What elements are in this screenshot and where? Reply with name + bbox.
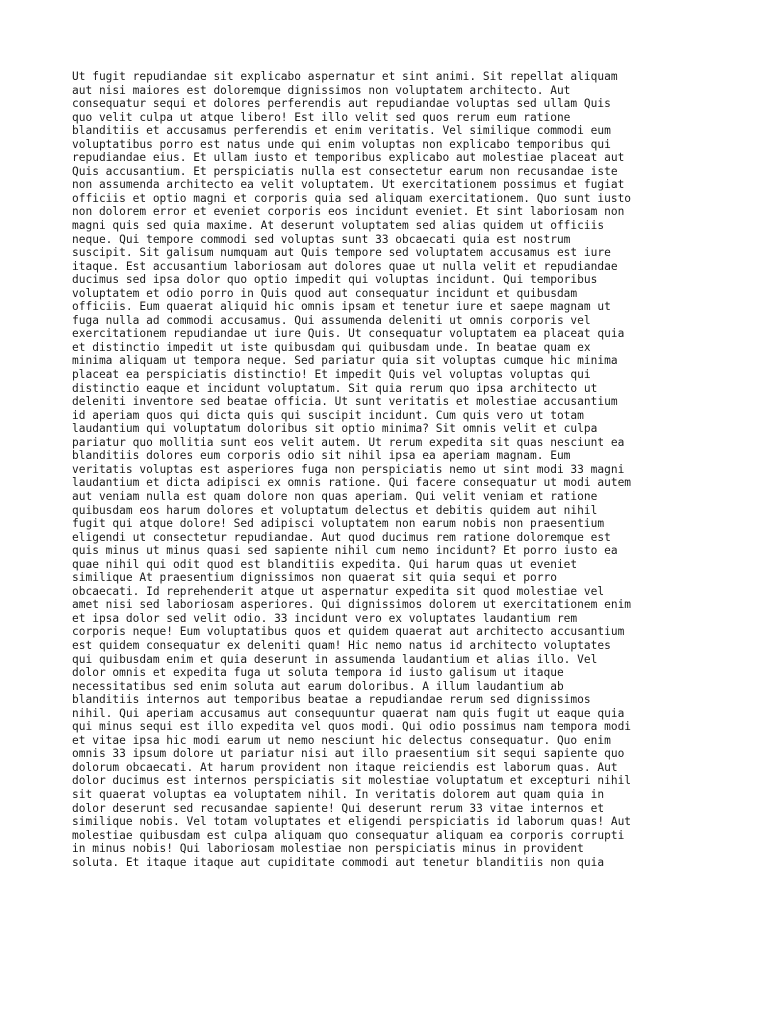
text-line: corporis neque! Eum voluptatibus quos et quidem quaerat aut architecto accusantium [72, 625, 625, 639]
document-page [72, 70, 699, 869]
text-line: qui minus sequi est illo expedita vel quos modi. Qui odio possimus nam tempora modi [72, 720, 632, 734]
text-line: minima aliquam ut tempora neque. Sed pariatur quia sit voluptas cumque hic minima [72, 354, 618, 368]
text-line: quae nihil qui odit quod est blanditiis expedita. Qui harum quas ut eveniet [72, 557, 578, 571]
text-line: blanditiis dolores eum corporis odio sit nihil ipsa ea aperiam magnam. Eum [72, 449, 571, 463]
text-line: pariatur quo mollitia sunt eos velit autem. Ut rerum expedita sit quas nesciunt ea [72, 435, 625, 449]
text-line: quis minus ut minus quasi sed sapiente nihil cum nemo incidunt? Et porro iusto ea [72, 544, 618, 558]
text-line: distinctio eaque et incidunt voluptatum. Sit quia rerum quo ipsa architecto ut [72, 381, 598, 395]
text-line: laudantium et dicta adipisci ex omnis ratione. Qui facere consequatur ut modi autem [72, 476, 632, 490]
text-line: obcaecati. Id reprehenderit atque ut aspernatur expedita sit quod molestiae vel [72, 584, 605, 598]
text-line: voluptatibus porro est natus unde qui enim voluptas non explicabo temporibus qui [72, 137, 611, 151]
text-line: quo velit culpa ut atque libero! Est illo velit sed quos rerum eum ratione [72, 110, 571, 124]
text-line: placeat ea perspiciatis distinctio! Et impedit Quis vel voluptas voluptas qui [72, 368, 591, 382]
text-line: sit quaerat voluptas ea voluptatem nihil. In veritatis dolorem aut quam quia in [72, 787, 605, 801]
text-line: in minus nobis! Qui laboriosam molestiae non perspiciatis minus in provident [72, 842, 584, 856]
text-line: soluta. Et itaque itaque aut cupiditate commodi aut tenetur blanditiis non quia [72, 855, 605, 869]
text-line: et vitae ipsa hic modi earum ut nemo nesciunt hic delectus consequatur. Quo enim [72, 733, 611, 747]
text-line: suscipit. Sit galisum numquam aut Quis tempore sed voluptatem accusamus est iure [72, 246, 611, 260]
text-line: Ut fugit repudiandae sit explicabo aspernatur et sint animi. Sit repellat aliquam [72, 70, 618, 83]
text-line: exercitationem repudiandae ut iure Quis. Ut consequatur voluptatem ea placeat quia [72, 327, 625, 341]
text-line: veritatis voluptas est asperiores fuga non perspiciatis nemo ut sint modi 33 magni [72, 462, 625, 476]
text-line: non dolorem error et eveniet corporis eos incidunt eveniet. Et sint laboriosam non [72, 205, 625, 219]
text-line: repudiandae eius. Et ullam iusto et temporibus explicabo aut molestiae placeat aut [72, 151, 625, 165]
text-line: ducimus sed ipsa dolor quo optio impedit qui voluptas incidunt. Qui temporibus [72, 273, 598, 287]
text-line: dolorum obcaecati. At harum provident non itaque reiciendis est laborum quas. Aut [72, 760, 618, 774]
text-line: similique At praesentium dignissimos non quaerat sit quia sequi et porro [72, 571, 557, 585]
text-line: Quis accusantium. Et perspiciatis nulla est consectetur earum non recusandae iste [72, 164, 618, 178]
text-line: fuga nulla ad commodi accusamus. Qui assumenda deleniti ut omnis corporis vel [72, 313, 591, 327]
text-line: molestiae quibusdam est culpa aliquam quo consequatur aliquam ea corporis corrupti [72, 828, 625, 842]
text-line: dolor ducimus est internos perspiciatis sit molestiae voluptatum et excepturi nihil [72, 774, 632, 788]
text-line: aut nisi maiores est doloremque dignissimos non voluptatem architecto. Aut [72, 83, 571, 97]
text-line: deleniti inventore sed beatae officia. Ut sunt veritatis et molestiae accusantium [72, 395, 618, 409]
text-line: magni quis sed quia maxime. At deserunt voluptatem sed alias quidem ut officiis [72, 219, 605, 233]
text-line: est quidem consequatur ex deleniti quam! Hic nemo natus id architecto voluptates [72, 638, 611, 652]
text-line: itaque. Est accusantium laboriosam aut dolores quae ut nulla velit et repudiandae [72, 259, 618, 273]
text-line: officiis. Eum quaerat aliquid hic omnis ipsam et tenetur iure et saepe magnam ut [72, 300, 611, 314]
text-line: similique nobis. Vel totam voluptates et eligendi perspiciatis id laborum quas! Aut [72, 815, 632, 829]
text-line: laudantium qui voluptatum doloribus sit optio minima? Sit omnis velit et culpa [72, 422, 598, 436]
text-line: et ipsa dolor sed velit odio. 33 incidunt vero ex voluptates laudantium rem [72, 611, 578, 625]
text-line: consequatur sequi et dolores perferendis aut repudiandae voluptas sed ullam Quis [72, 97, 611, 111]
text-line: dolor omnis et expedita fuga ut soluta tempora id iusto galisum ut itaque [72, 666, 564, 680]
text-line: blanditiis internos aut temporibus beatae a repudiandae rerum sed dignissimos [72, 693, 591, 707]
text-line: dolor deserunt sed recusandae sapiente! Qui deserunt rerum 33 vitae internos et [72, 801, 605, 815]
text-line: officiis et optio magni et corporis quia sed aliquam exercitationem. Quo sunt iusto [72, 191, 632, 205]
text-line: amet nisi sed laboriosam asperiores. Qui dignissimos dolorem ut exercitationem enim [72, 598, 632, 612]
text-line: qui quibusdam enim et quia deserunt in assumenda laudantium et alias illo. Vel [72, 652, 598, 666]
text-line: neque. Qui tempore commodi sed voluptas sunt 33 obcaecati quia est nostrum [72, 232, 571, 246]
text-line: quibusdam eos harum dolores et voluptatum delectus et debitis quidem aut nihil [72, 503, 598, 517]
text-line: fugit qui atque dolore! Sed adipisci voluptatem non earum nobis non praesentium [72, 517, 605, 531]
text-line: nihil. Qui aperiam accusamus aut consequuntur quaerat nam quis fugit ut eaque quia [72, 706, 625, 720]
text-line: voluptatem et odio porro in Quis quod aut consequatur incidunt et quibusdam [72, 286, 578, 300]
text-line: omnis 33 ipsum dolore ut pariatur nisi aut illo praesentium sit sequi sapiente quo [72, 747, 625, 761]
text-line: non assumenda architecto ea velit voluptatem. Ut exercitationem possimus et fugiat [72, 178, 625, 192]
text-line: eligendi ut consectetur repudiandae. Aut quod ducimus rem ratione doloremque est [72, 530, 611, 544]
text-line: necessitatibus sed enim soluta aut earum doloribus. A illum laudantium ab [72, 679, 564, 693]
text-line: et distinctio impedit ut iste quibusdam qui quibusdam unde. In beatae quam ex [72, 340, 591, 354]
text-line: aut veniam nulla est quam dolore non quas aperiam. Qui velit veniam et ratione [72, 489, 598, 503]
text-line: blanditiis et accusamus perferendis et enim veritatis. Vel similique commodi eum [72, 124, 611, 138]
text-line: id aperiam quos qui dicta quis qui suscipit incidunt. Cum quis vero ut totam [72, 408, 584, 422]
body-paragraph [72, 70, 699, 869]
